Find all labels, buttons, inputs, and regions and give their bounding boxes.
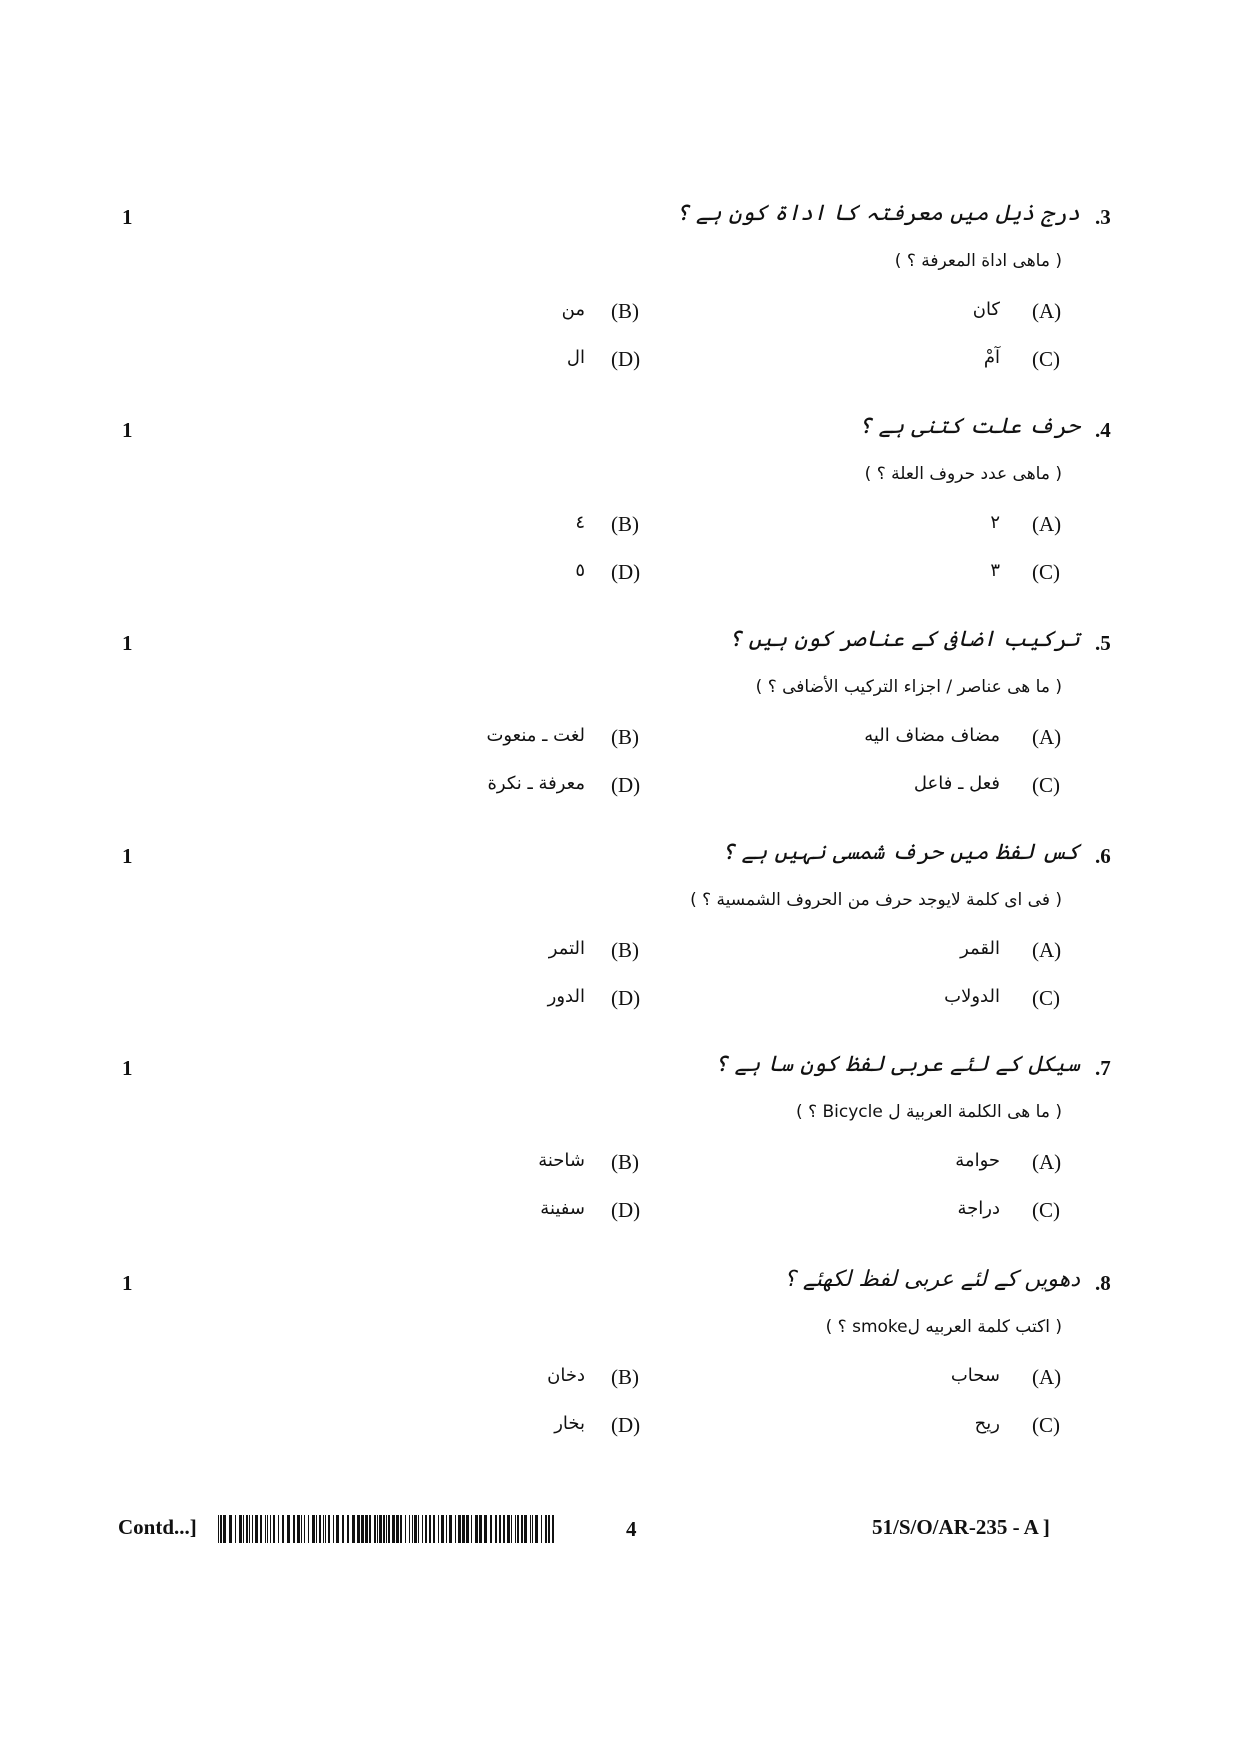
barcode-bar bbox=[532, 1515, 533, 1543]
option-label: (D) bbox=[611, 1413, 641, 1437]
option-label: (A) bbox=[1032, 938, 1062, 962]
barcode-bar bbox=[548, 1515, 550, 1543]
barcode-bar bbox=[446, 1515, 447, 1543]
barcode-bar bbox=[342, 1515, 344, 1543]
option-label: (B) bbox=[611, 938, 639, 962]
barcode-bar bbox=[511, 1515, 512, 1543]
option-text: دراجة bbox=[957, 1198, 1000, 1219]
question-5 bbox=[0, 627, 1240, 831]
option-label: (C) bbox=[1032, 1413, 1060, 1437]
question-4 bbox=[0, 414, 1240, 618]
question-arabic-text: ( ما هی الكلمة العربية ل Bicycle ؟ ) bbox=[796, 1102, 1062, 1122]
barcode-bar bbox=[273, 1515, 275, 1543]
question-urdu-text: سیکل کے لئے عربی لفظ کون سا ہے ؟ bbox=[714, 1052, 1080, 1077]
barcode bbox=[218, 1515, 558, 1543]
option-label: (C) bbox=[1032, 347, 1060, 371]
option-label: (B) bbox=[611, 1365, 639, 1389]
option-text: ٣ bbox=[990, 560, 1000, 581]
barcode-bar bbox=[323, 1515, 324, 1543]
barcode-bar bbox=[223, 1515, 226, 1543]
option-label: (D) bbox=[611, 986, 641, 1010]
barcode-bar bbox=[347, 1515, 349, 1543]
barcode-bar bbox=[301, 1515, 302, 1543]
question-number: .6 bbox=[1095, 844, 1111, 868]
barcode-bar bbox=[316, 1515, 317, 1543]
barcode-bar bbox=[235, 1515, 236, 1543]
question-arabic-text: ( اكتب كلمة العربيه لsmoke ؟ ) bbox=[825, 1317, 1062, 1337]
barcode-bar bbox=[328, 1515, 330, 1543]
marks: 1 bbox=[122, 1056, 133, 1080]
option-label: (C) bbox=[1032, 773, 1060, 797]
barcode-bar bbox=[267, 1515, 268, 1543]
question-number: .8 bbox=[1095, 1271, 1111, 1295]
barcode-bar bbox=[517, 1515, 519, 1543]
option-text: ال bbox=[566, 347, 585, 368]
marks: 1 bbox=[122, 205, 133, 229]
question-arabic-text: ( ماهی اداة المعرفة ؟ ) bbox=[894, 251, 1062, 271]
barcode-bar bbox=[441, 1515, 444, 1543]
option-label: (B) bbox=[611, 725, 639, 749]
barcode-bar bbox=[255, 1515, 258, 1543]
barcode-bar bbox=[252, 1515, 253, 1543]
question-urdu-text: ترکیب اضافی کے عناصر کون ہیں ؟ bbox=[728, 627, 1080, 652]
barcode-bar bbox=[425, 1515, 427, 1543]
option-text: فعل ـ فاعل bbox=[913, 773, 1000, 794]
barcode-bar bbox=[278, 1515, 279, 1543]
barcode-bar bbox=[287, 1515, 290, 1543]
barcode-bar bbox=[293, 1515, 295, 1543]
question-urdu-text: کس لفظ میں حرف شمسی نہیں ہے ؟ bbox=[721, 840, 1080, 865]
barcode-bar bbox=[388, 1515, 390, 1543]
option-label: (A) bbox=[1032, 1150, 1062, 1174]
barcode-bar bbox=[462, 1515, 465, 1543]
barcode-bar bbox=[409, 1515, 410, 1543]
barcode-bar bbox=[392, 1515, 395, 1543]
option-text: دخان bbox=[547, 1365, 585, 1386]
barcode-bar bbox=[229, 1515, 232, 1543]
question-arabic-text: ( ماهی عدد حروف العلة ؟ ) bbox=[864, 464, 1062, 484]
question-number: .3 bbox=[1095, 205, 1111, 229]
barcode-bar bbox=[396, 1515, 399, 1543]
question-arabic-text: ( ما هی عناصر / اجزاء التركيب الأضافی ؟ ) bbox=[755, 677, 1062, 697]
question-urdu-text: درج ذیل میں معرفتہ کا اداۃ کون ہے ؟ bbox=[676, 201, 1080, 226]
barcode-bar bbox=[524, 1515, 527, 1543]
question-number: .7 bbox=[1095, 1056, 1111, 1080]
option-text: لغت ـ منعوت bbox=[486, 725, 585, 746]
question-urdu-text: حرف علت کتنی ہے ؟ bbox=[858, 414, 1080, 439]
barcode-bar bbox=[458, 1515, 461, 1543]
option-text: بخار bbox=[554, 1413, 585, 1434]
barcode-bar bbox=[507, 1515, 510, 1543]
barcode-bar bbox=[429, 1515, 431, 1543]
page-footer bbox=[0, 1515, 1240, 1555]
barcode-bar bbox=[379, 1515, 382, 1543]
question-3 bbox=[0, 201, 1240, 405]
barcode-bar bbox=[357, 1515, 360, 1543]
option-label: (D) bbox=[611, 773, 641, 797]
option-label: (D) bbox=[611, 1198, 641, 1222]
option-text: ريح bbox=[974, 1413, 1000, 1434]
barcode-bar bbox=[405, 1515, 406, 1543]
barcode-bar bbox=[552, 1515, 554, 1543]
barcode-bar bbox=[265, 1515, 266, 1543]
marks: 1 bbox=[122, 844, 133, 868]
barcode-bar bbox=[412, 1515, 413, 1543]
barcode-bar bbox=[361, 1515, 364, 1543]
barcode-bar bbox=[471, 1515, 472, 1543]
option-text: سفينة bbox=[540, 1198, 585, 1219]
barcode-bar bbox=[218, 1515, 219, 1543]
barcode-bar bbox=[433, 1515, 435, 1543]
barcode-bar bbox=[466, 1515, 469, 1543]
barcode-bar bbox=[490, 1515, 492, 1543]
option-text: القمر bbox=[960, 938, 1000, 959]
option-label: (C) bbox=[1032, 560, 1060, 584]
option-text: كان bbox=[972, 299, 1000, 320]
barcode-bar bbox=[270, 1515, 271, 1543]
option-text: ٤ bbox=[575, 512, 585, 533]
barcode-bar bbox=[220, 1515, 222, 1543]
option-label: (B) bbox=[611, 1150, 639, 1174]
barcode-bar bbox=[535, 1515, 538, 1543]
option-label: (B) bbox=[611, 512, 639, 536]
barcode-bar bbox=[319, 1515, 321, 1543]
barcode-bar bbox=[374, 1515, 376, 1543]
option-label: (A) bbox=[1032, 725, 1062, 749]
option-text: حوامة bbox=[955, 1150, 1000, 1171]
barcode-bar bbox=[383, 1515, 385, 1543]
barcode-bar bbox=[400, 1515, 402, 1543]
option-text: سحاب bbox=[950, 1365, 1000, 1386]
barcode-bar bbox=[369, 1515, 371, 1543]
barcode-bar bbox=[414, 1515, 417, 1543]
option-label: (D) bbox=[611, 560, 641, 584]
barcode-bar bbox=[455, 1515, 456, 1543]
option-text: شاحنة bbox=[538, 1150, 585, 1171]
barcode-bar bbox=[545, 1515, 547, 1543]
barcode-bar bbox=[297, 1515, 300, 1543]
barcode-bar bbox=[499, 1515, 501, 1543]
barcode-bar bbox=[304, 1515, 305, 1543]
barcode-bar bbox=[336, 1515, 339, 1543]
option-text: مضاف مضاف اليه bbox=[864, 725, 1000, 746]
barcode-bar bbox=[308, 1515, 309, 1543]
option-label: (A) bbox=[1032, 1365, 1062, 1389]
option-text: معرفة ـ نكرة bbox=[487, 773, 585, 794]
barcode-bar bbox=[422, 1515, 423, 1543]
barcode-bar bbox=[438, 1515, 439, 1543]
option-text: ٢ bbox=[990, 512, 1000, 533]
barcode-bar bbox=[282, 1515, 284, 1543]
barcode-bar bbox=[249, 1515, 250, 1543]
barcode-bar bbox=[495, 1515, 497, 1543]
barcode-bar bbox=[333, 1515, 334, 1543]
barcode-bar bbox=[515, 1515, 516, 1543]
question-7 bbox=[0, 1052, 1240, 1256]
option-text: من bbox=[561, 299, 585, 320]
barcode-bar bbox=[386, 1515, 387, 1543]
marks: 1 bbox=[122, 1271, 133, 1295]
barcode-bar bbox=[243, 1515, 244, 1543]
option-label: (D) bbox=[611, 347, 641, 371]
marks: 1 bbox=[122, 631, 133, 655]
option-label: (A) bbox=[1032, 512, 1062, 536]
barcode-bar bbox=[260, 1515, 262, 1543]
barcode-bar bbox=[246, 1515, 248, 1543]
barcode-bar bbox=[530, 1515, 531, 1543]
option-label: (A) bbox=[1032, 299, 1062, 323]
contd-label: Contd...] bbox=[118, 1515, 197, 1539]
barcode-bar bbox=[475, 1515, 478, 1543]
barcode-bar bbox=[418, 1515, 419, 1543]
question-urdu-text: دھویں کے لئے عربی لفظ لکھئے ؟ bbox=[784, 1267, 1080, 1292]
option-text: الدور bbox=[547, 986, 585, 1007]
barcode-bar bbox=[377, 1515, 378, 1543]
page-number: 4 bbox=[626, 1517, 637, 1541]
barcode-bar bbox=[325, 1515, 326, 1543]
question-number: .4 bbox=[1095, 418, 1111, 442]
barcode-bar bbox=[449, 1515, 452, 1543]
option-text: الدولاب bbox=[944, 986, 1000, 1007]
option-label: (C) bbox=[1032, 1198, 1060, 1222]
option-text: التمر bbox=[548, 938, 585, 959]
question-number: .5 bbox=[1095, 631, 1111, 655]
barcode-bar bbox=[521, 1515, 523, 1543]
barcode-bar bbox=[484, 1515, 487, 1543]
marks: 1 bbox=[122, 418, 133, 442]
question-6 bbox=[0, 840, 1240, 1044]
barcode-bar bbox=[541, 1515, 542, 1543]
barcode-bar bbox=[479, 1515, 482, 1543]
option-text: آمْ bbox=[983, 347, 1000, 368]
option-text: ٥ bbox=[575, 560, 585, 581]
barcode-bar bbox=[503, 1515, 505, 1543]
barcode-bar bbox=[365, 1515, 368, 1543]
option-label: (B) bbox=[611, 299, 639, 323]
question-8 bbox=[0, 1267, 1240, 1471]
barcode-bar bbox=[352, 1515, 355, 1543]
paper-code: 51/S/O/AR-235 - A ] bbox=[872, 1515, 1050, 1539]
barcode-bar bbox=[312, 1515, 315, 1543]
question-arabic-text: ( فی ای كلمة لايوجد حرف من الحروف الشمسية ؟ ) bbox=[690, 890, 1062, 910]
option-label: (C) bbox=[1032, 986, 1060, 1010]
barcode-bar bbox=[239, 1515, 242, 1543]
